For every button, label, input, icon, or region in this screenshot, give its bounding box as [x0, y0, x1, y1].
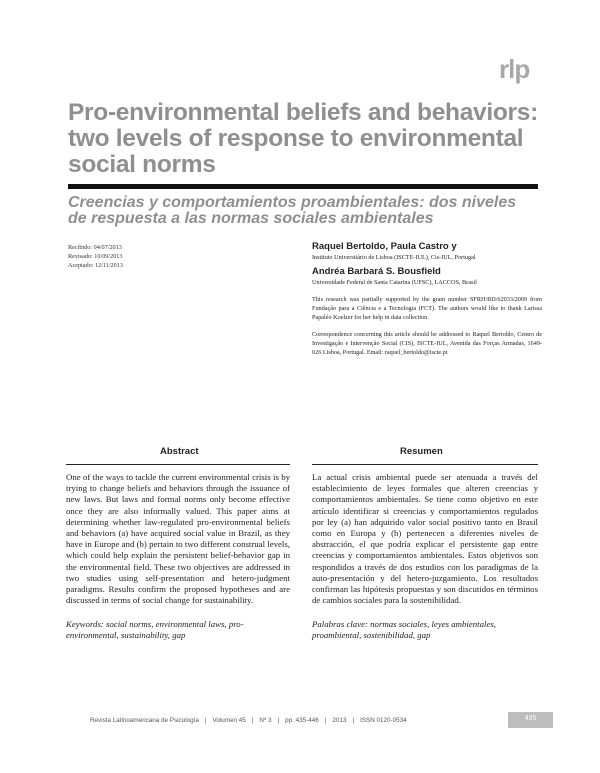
abstract-divider: [66, 464, 290, 465]
keywords-spanish: Palabras clave: normas sociales, leyes ambientales, proambiental, sostenibilidad, gap: [312, 619, 496, 641]
abstract-text: One of the ways to tackle the current environmental crisis is by trying to change beliefs and behaviors through the issuance of new laws. But laws and formal norms only become effective once they are also informally valued. This paper aims at determining whether law-regulated pro-environmental beliefs and behaviors (a) have acquired social value in Brazil, as they have in Europe and (b) pertain to two different construal levels, which could help explain the persistent belief-behavior gap in the environmental field. These two objectives are addressed in two studies using self-presentation and hetero-judgment paradigms. Results confirm the proposed hypotheses and are discussed in terms of social change for sustainability.: [66, 472, 290, 606]
footer-number: Nº 3: [259, 717, 272, 724]
footer-journal: Revista Latinoamericana de Psicología: [90, 717, 199, 724]
keywords-english: Keywords: social norms, environmental laws, pro-environmental, sustainability, gap: [66, 619, 244, 641]
funding-note: This research was partially supported by the grant number SFRH/BD/62033/2009 from Fundação para a Ciência e a Tecnologia (FCT). The authors would like to thank Larissa Papaléo Koelzer for her help in data collection.: [312, 296, 542, 321]
accepted-date: Aceptado: 12/11/2013: [68, 262, 123, 269]
footer-year: 2013: [332, 717, 347, 724]
resumen-divider: [312, 464, 538, 465]
footer-issn: ISSN 0120-0534: [360, 717, 407, 724]
received-date: Recibido: 04/07/2013: [68, 244, 122, 251]
article-dates: [68, 243, 268, 270]
revised-date: Revisado: 10/09/2013: [68, 253, 123, 260]
abstract-heading: Abstract: [160, 446, 199, 457]
page-footer: Revista Latinoamericana de Psicología | Volumen 45 | Nº 3 | pp. 435-446 | 2013 | ISSN 0120-0534: [90, 717, 407, 724]
journal-logo: rlp: [499, 54, 530, 84]
title-divider: [68, 184, 538, 189]
resumen-heading: Resumen: [400, 446, 443, 457]
page-number: 435: [524, 715, 537, 722]
affiliation-1: Instituto Universitário de Lisboa (ISCTE-IUL), Cis-IUL, Portugal: [312, 254, 476, 261]
correspondence-note: Correspondence concerning this article should be addressed to Raquel Bertoldo, Centro de Investigação e Intervenção Social (CIS), ISCTE-IUL, Avenida das Forças Armadas, 1649-026 Lisboa, Portugal. Email: raquel_bertoldo@iscte.pt: [312, 331, 542, 356]
footer-volume: Volumen 45: [212, 717, 246, 724]
author-names-1: Raquel Bertoldo, Paula Castro y: [312, 241, 457, 252]
article-title-english: Pro-environmental beliefs and behaviors: two levels of response to environmental social norms: [68, 99, 538, 178]
resumen-text: La actual crisis ambiental puede ser atenuada a través del establecimiento de leyes formales que alteren creencias y comportamientos ambientales. Se tiene como objetivo en este artículo identificar si creencias y comportamientos regulados por ley (a) han adquirido valor social positivo tanto en Brasil como en Europa y (b) pertenecen a diferentes niveles de abstracción, el que podría explicar el persistente gap entre creencias y comportamientos ambientales. Estos objetivos son respondidos a través de dos estudios con los paradigmas de la auto-presentación y del hetero-juzgamiento. Los resultados confirman las hipótesis propuestas y son discutidos en términos de cambios sociales para la sostenibilidad.: [312, 472, 538, 606]
author-block: [312, 241, 542, 357]
affiliation-2: Universidade Federal de Santa Catarina (UFSC), LACCOS, Brasil: [312, 279, 477, 286]
article-title-spanish: Creencias y comportamientos proambientales: dos niveles de respuesta a las normas sociales ambientales: [68, 194, 517, 227]
author-names-2: Andréa Barbará S. Bousfield: [312, 266, 441, 277]
footer-pages: pp. 435-446: [285, 717, 319, 724]
